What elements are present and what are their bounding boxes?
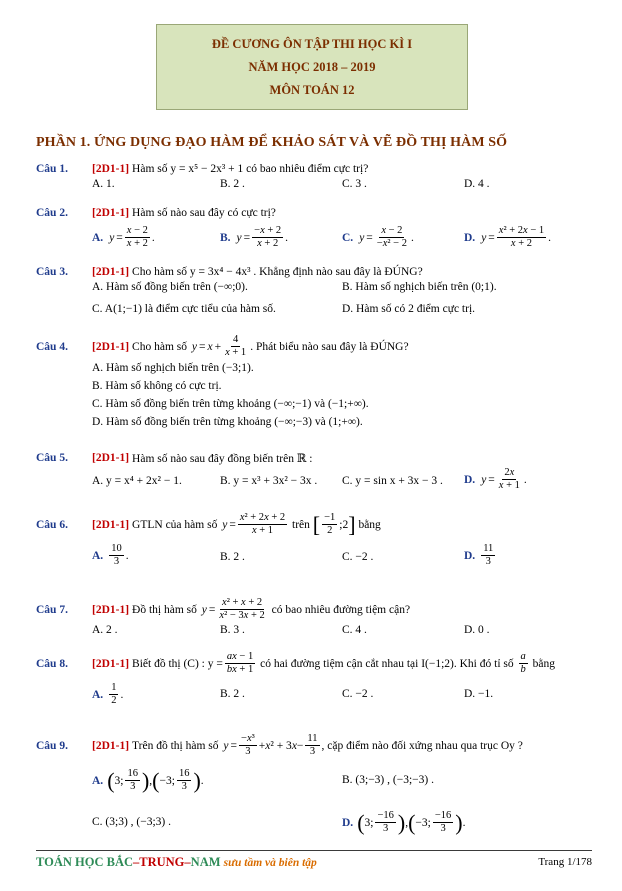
question-number: Câu 8. [36,657,68,670]
question-text: Cho hàm số y = x + $\frac{4}{x + 1}$ . Phát biểu nào sau đây là ĐÚNG? [132,334,409,358]
question-number: Câu 3. [36,266,68,278]
question-2 [36,207,616,251]
question-number: Câu 6. [36,518,68,531]
question-number: Câu 1. [36,163,68,175]
question-text: GTLN của hàm số y = $\frac{\text{x² + 2x + 2}}{x + 1}$ trên [ $\frac{-1}{2}$ ;2 ] bằng [132,511,381,537]
title-line-1: ĐỀ CƯƠNG ÔN TẬP THI HỌC KÌ I [211,36,413,51]
question-text: Cho hàm số y = 3x⁴ − 4x³ . Khẳng định nào sau đây là ĐÚNG? [132,266,423,278]
option-c[interactable]: C. 3 . [342,178,367,190]
question-text: Hàm số nào sau đây đồng biến trên ℝ : [132,453,313,465]
option-b[interactable]: B. y = x³ + 3x² − 3x . [220,475,318,487]
question-3 [36,266,616,323]
question-text: Hàm số nào sau đây có cực trị? [132,207,276,219]
option-c[interactable]: C. y = sin x + 3x − 3 . [342,475,443,487]
option-b[interactable]: B. 2 . [220,688,245,700]
question-tag: [2D1-1] [92,452,130,464]
option-b[interactable]: B. Hàm số nghịch biến trên (0;1). [342,281,497,293]
question-7 [36,597,616,644]
option-d[interactable]: D. 0 . [464,624,490,636]
option-b[interactable]: B. Hàm số không có cực trị. [92,380,222,392]
option-d[interactable]: D. y = $\frac{\text{x² + 2x − 1}}{x + 2}$ . [464,225,552,249]
option-c[interactable]: C. −2 . [342,551,374,563]
option-d[interactable]: D. ( 3; $\frac{-16}{3}$ ) , ( −3; $\frac{-16}{3}$ ) . [342,809,466,835]
option-c[interactable]: C. A(1;−1) là điểm cực tiểu của hàm số. [92,303,276,315]
option-a[interactable]: A. ( 3; $\frac{16}{3}$ ) , ( −3; $\frac{16}{3}$ ) . [92,767,204,793]
question-number: Câu 9. [36,739,68,752]
title-line-3: MÔN TOÁN 12 [269,82,355,97]
option-a[interactable]: A. y = x⁴ + 2x² − 1. [92,475,182,487]
option-a[interactable]: A. 2 . [92,624,118,636]
option-d[interactable]: D. y = $\frac{2x}{x + 1}$ . [464,467,527,491]
option-d[interactable]: D. $\frac{11}{3}$ [464,543,494,567]
option-b[interactable]: B. y = $\frac{-x + 2}{x + 2}$ . [220,225,289,249]
question-8 [36,651,616,714]
option-a[interactable]: A. 1. [92,178,115,190]
option-a[interactable]: A. Hàm số đồng biến trên (−∞;0). [92,281,248,293]
option-d[interactable]: D. 4 . [464,178,490,190]
question-9 [36,733,616,844]
option-d[interactable]: D. Hàm số có 2 điểm cực trị. [342,303,476,315]
question-number: Câu 2. [36,207,68,219]
question-4 [36,334,616,431]
option-b[interactable]: B. 2 . [220,551,245,563]
question-tag: [2D1-1] [92,340,130,353]
option-b[interactable]: B. 2 . [220,178,245,190]
question-tag: [2D1-1] [92,603,130,616]
footer-brand: TOÁN HỌC BẮC–TRUNG–NAM sưu tầm và biên tập [36,854,317,869]
question-tag: [2D1-1] [92,266,130,278]
option-c[interactable]: C. (3;3) , (−3;3) . [92,816,171,828]
page-number: Trang 1/178 [538,856,592,868]
page-footer [36,850,592,873]
option-c[interactable]: C. 4 . [342,624,367,636]
question-6 [36,512,616,575]
question-text: Biết đồ thị (C) : y = $\frac{ax - 1}{bx + 1}$ có hai đường tiệm cận cắt nhau tại I(−1;2). Khi đó tỉ số $\frac{a}{b}$ bằng [132,651,555,675]
question-number: Câu 5. [36,452,68,464]
question-tag: [2D1-1] [92,163,130,175]
option-b[interactable]: B. 3 . [220,624,245,636]
option-d[interactable]: D. Hàm số đồng biến trên từng khoảng (−∞;−3) và (1;+∞). [92,416,363,428]
question-tag: [2D1-1] [92,518,130,531]
question-tag: [2D1-1] [92,657,130,670]
part-title: PHẦN 1. ỨNG DỤNG ĐẠO HÀM ĐỂ KHẢO SÁT VÀ VẼ ĐỒ THỊ HÀM SỐ [36,135,508,150]
option-c[interactable]: C. y = $\frac{x - 2}{\text{−x² − 2}}$ . [342,225,414,249]
option-a[interactable]: A. Hàm số nghịch biến trên (−3;1). [92,362,254,374]
option-c[interactable]: C. Hàm số đồng biến trên từng khoảng (−∞;−1) và (−1;+∞). [92,398,369,410]
title-box [156,24,468,110]
question-tag: [2D1-1] [92,207,130,219]
option-a[interactable]: A. $\frac{1}{2}$ . [92,682,124,706]
option-d[interactable]: D. −1. [464,688,494,700]
title-line-2: NĂM HỌC 2018 – 2019 [248,59,376,74]
question-number: Câu 7. [36,603,68,616]
option-a[interactable]: A. $\frac{10}{3}$ . [92,543,129,567]
question-5 [36,451,616,499]
option-b[interactable]: B. (3;−3) , (−3;−3) . [342,774,434,786]
question-number: Câu 4. [36,340,68,353]
option-a[interactable]: A. y = $\frac{x - 2}{x + 2}$ . [92,225,155,249]
question-1 [36,163,616,198]
question-text: Đồ thị hàm số y = $\frac{\text{x² + x + 2}}{\text{x² − 3x + 2}}$ có bao nhiêu đường tiệm cận? [132,597,411,621]
option-c[interactable]: C. −2 . [342,688,374,700]
question-text: Hàm số y = x⁵ − 2x³ + 1 có bao nhiêu điểm cực trị? [132,163,369,175]
question-tag: [2D1-1] [92,739,130,752]
question-text: Trên đồ thị hàm số y = $\frac{\text{−x³}}{3}$ + x ² + 3 x − $\frac{11}{3}$ , cặp điểm nào đối xứng nhau qua trục Oy ? [132,733,523,757]
